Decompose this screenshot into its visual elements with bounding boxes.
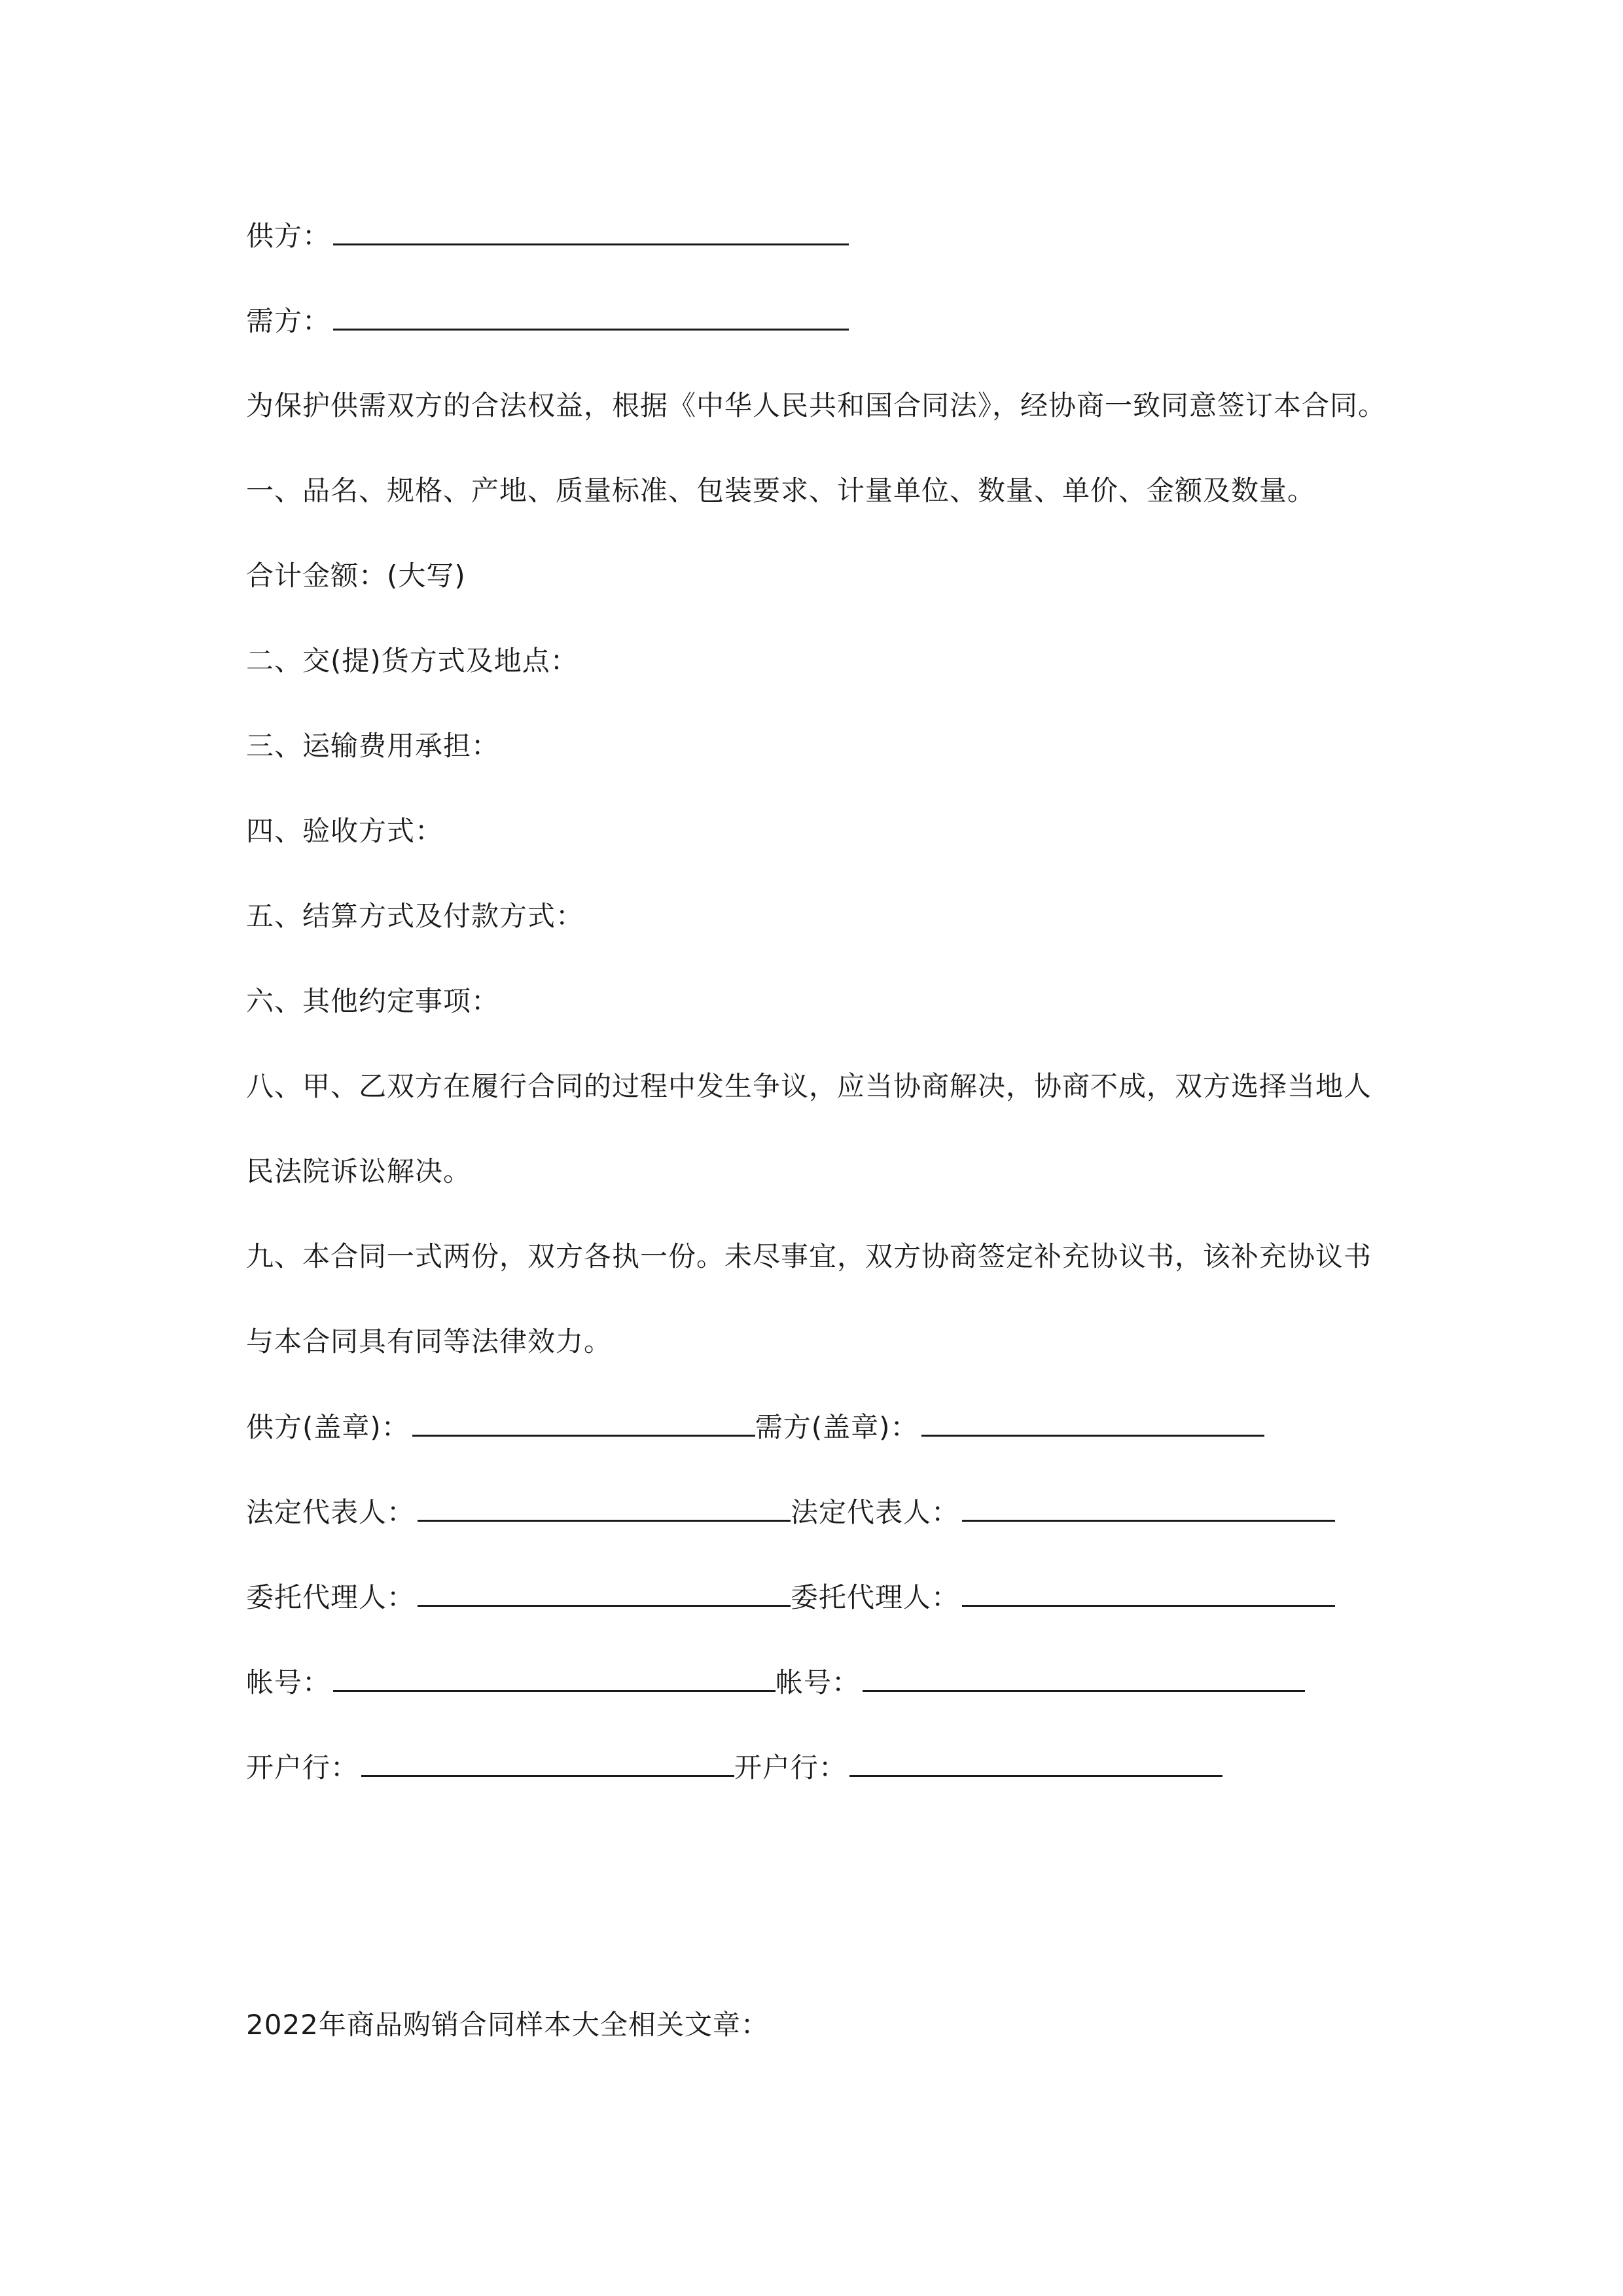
supplier-agent-label: 委托代理人： [246,1581,416,1613]
buyer-blank [333,302,849,331]
clause-4: 四、验收方式： [246,815,444,847]
buyer-account-label: 帐号： [776,1666,861,1698]
supplier-line [246,217,849,255]
buyer-seal-label: 需方(盖章)： [755,1411,919,1443]
buyer-bank-label: 开户行： [734,1751,847,1784]
clause-9-line-1: 九、本合同一式两份，双方各执一份。未尽事宜，双方协商签定补充协议书，该补充协议书 [246,1240,1372,1272]
supplier-seal-blank [412,1408,755,1437]
supplier-account-blank [333,1664,776,1692]
buyer-line [246,302,849,340]
clause-8-line-2: 民法院诉讼解决。 [246,1155,472,1187]
buyer-legal-rep-blank [962,1494,1335,1522]
supplier-bank-blank [361,1749,734,1777]
supplier-blank [333,217,849,245]
buyer-agent-label: 委托代理人： [791,1581,960,1613]
intro-paragraph: 为保护供需双方的合法权益，根据《中华人民共和国合同法》，经协商一致同意签订本合同。 [246,389,1387,422]
buyer-account-blank [863,1664,1305,1692]
clause-9-line-2: 与本合同具有同等法律效力。 [246,1325,613,1357]
supplier-account-label: 帐号： [246,1666,331,1698]
total-amount: 合计金额：(大写) [246,560,466,592]
buyer-legal-rep-label: 法定代表人： [791,1496,960,1528]
agent-row [246,1579,1335,1616]
account-row [246,1664,1305,1701]
bank-row [246,1749,1222,1786]
supplier-agent-blank [418,1579,791,1607]
buyer-agent-blank [962,1579,1335,1607]
clause-1: 一、品名、规格、产地、质量标准、包装要求、计量单位、数量、单价、金额及数量。 [246,475,1316,507]
supplier-label: 供方： [246,220,331,252]
clause-3: 三、运输费用承担： [246,730,500,762]
clause-6: 六、其他约定事项： [246,985,500,1017]
supplier-legal-rep-label: 法定代表人： [246,1496,416,1528]
clause-5: 五、结算方式及付款方式： [246,900,584,932]
supplier-bank-label: 开户行： [246,1751,359,1784]
buyer-bank-blank [849,1749,1222,1777]
supplier-legal-rep-blank [418,1494,791,1522]
clause-8-line-1: 八、甲、乙双方在履行合同的过程中发生争议，应当协商解决，协商不成，双方选择当地人 [246,1070,1372,1102]
buyer-seal-blank [921,1408,1264,1437]
supplier-seal-label: 供方(盖章)： [246,1411,410,1443]
clause-2: 二、交(提)货方式及地点： [246,645,579,677]
related-articles-heading: 2022年商品购销合同样本大全相关文章： [246,2009,769,2041]
buyer-label: 需方： [246,305,331,337]
seal-row [246,1408,1264,1446]
legal-rep-row [246,1494,1335,1531]
